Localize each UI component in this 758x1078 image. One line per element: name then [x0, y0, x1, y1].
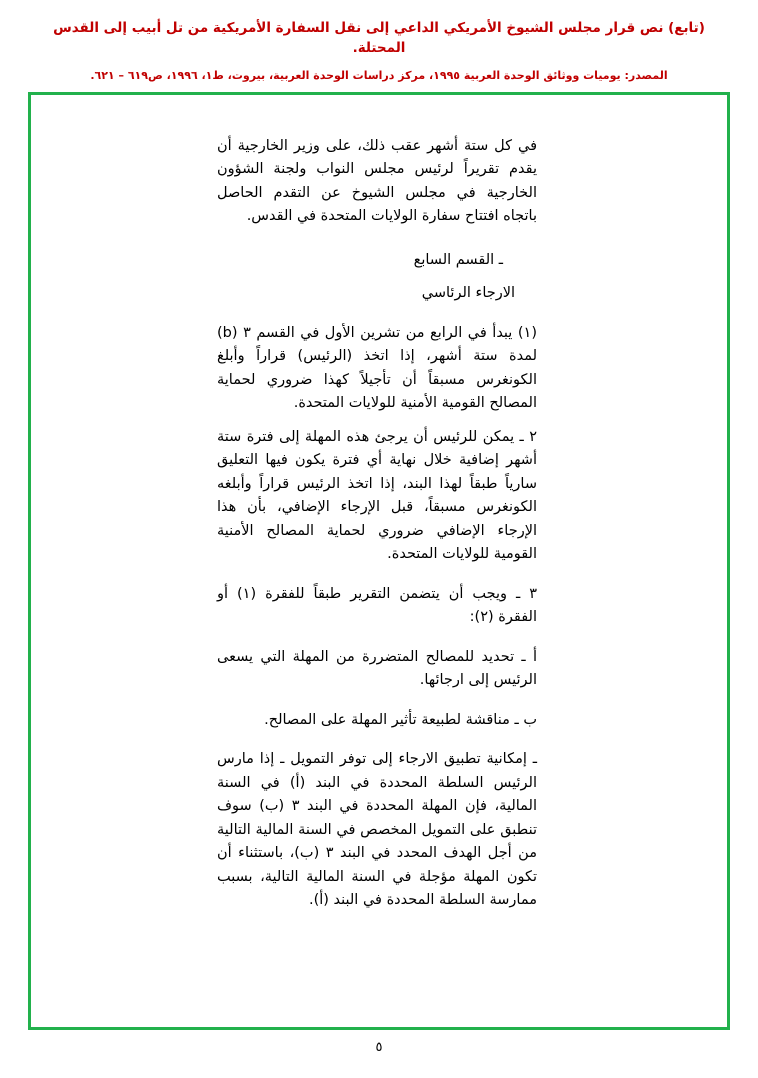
header-source-line: المصدر: يوميات ووثائق الوحدة العربية ١٩٩٥، مركز دراسات الوحدة العربية، بيروت، ط١، ١٩٩٦، ص٦١٩ – ٦٢١.	[90, 68, 668, 82]
spacer	[217, 732, 537, 748]
spacer	[217, 693, 537, 709]
spacer	[217, 630, 537, 646]
body-paragraph-1: في كل ستة أشهر عقب ذلك، على وزير الخارجية أن يقدم تقريراً لرئيس مجلس النواب ولجنة الشؤون الخارجية في مجلس الشيوخ عن التقدم الحاصل باتجاه افتتاح سفارة الولايات المتحدة في القدس.	[217, 138, 537, 225]
body-paragraph-clause-1: (١) يبدأ في الرابع من تشرين الأول في القسم ٣ (b) لمدة ستة أشهر، إذا اتخذ (الرئيس) قراراً وأبلغ الكونغرس مسبقاً أن تأجيلاً كهذا ضروري لحماية المصالح القومية الأمنية للولايات المتحدة.	[217, 324, 537, 412]
section-subheading-presidential-waiver: الارجاء الرئاسي	[421, 285, 515, 302]
spacer	[217, 416, 537, 426]
body-paragraph-clause-3a: أ ـ تحديد للمصالح المتضررة من المهلة التي يسعى الرئيس إلى ارجائها.	[217, 648, 537, 689]
body-paragraph-clause-3b: ب ـ مناقشة لطبيعة تأثير المهلة على المصالح.	[264, 711, 537, 728]
spacer	[217, 306, 537, 322]
body-paragraph-clause-2: ٢ ـ يمكن للرئيس أن يرجئ هذه المهلة إلى فترة ستة أشهر إضافية خلال نهاية أي فترة يكون فيها التعليق سارياً طبقاً لهذا البند، إذا اتخذ الرئيس قراراً وأبلغه الكونغرس مسبقاً، قبل الإرجاء الإضافي، بأن هذا الإرجاء الإضافي ضروري لحماية المصالح الأمنية القومية للولايات المتحدة.	[217, 428, 537, 563]
header-title: (تابع) نص قرار مجلس الشيوخ الأمريكي الداعي إلى نقل السفارة الأمريكية من تل أبيب إلى القدس المحتلة.	[53, 20, 705, 57]
page-number: ٥	[375, 1040, 383, 1055]
document-body	[217, 135, 537, 913]
page-header	[0, 18, 758, 84]
section-heading-seven: ـ القسم السابع	[413, 251, 503, 268]
green-content-frame	[28, 92, 730, 1030]
spacer	[217, 229, 537, 249]
body-paragraph-clause-3: ٣ ـ ويجب أن يتضمن التقرير طبقاً للفقرة (١) أو الفقرة (٢):	[217, 585, 537, 626]
body-paragraph-funding-availability: ـ إمكانية تطبيق الارجاء إلى توفر التمويل ـ إذا مارس الرئيس السلطة المحددة في البند (أ) في السنة المالية، فإن المهلة المحددة في البند ٣ (ب) سوف تنطبق على التمويل المخصص في السنة المالية التالية من أجل الهدف المحدد في البند ٣ (ب)، باستثناء أن تكون المهلة مؤجلة في السنة المالية التالية، بسبب ممارسة السلطة المحددة في البند (أ).	[217, 751, 537, 909]
spacer	[217, 272, 537, 282]
spacer	[217, 567, 537, 583]
